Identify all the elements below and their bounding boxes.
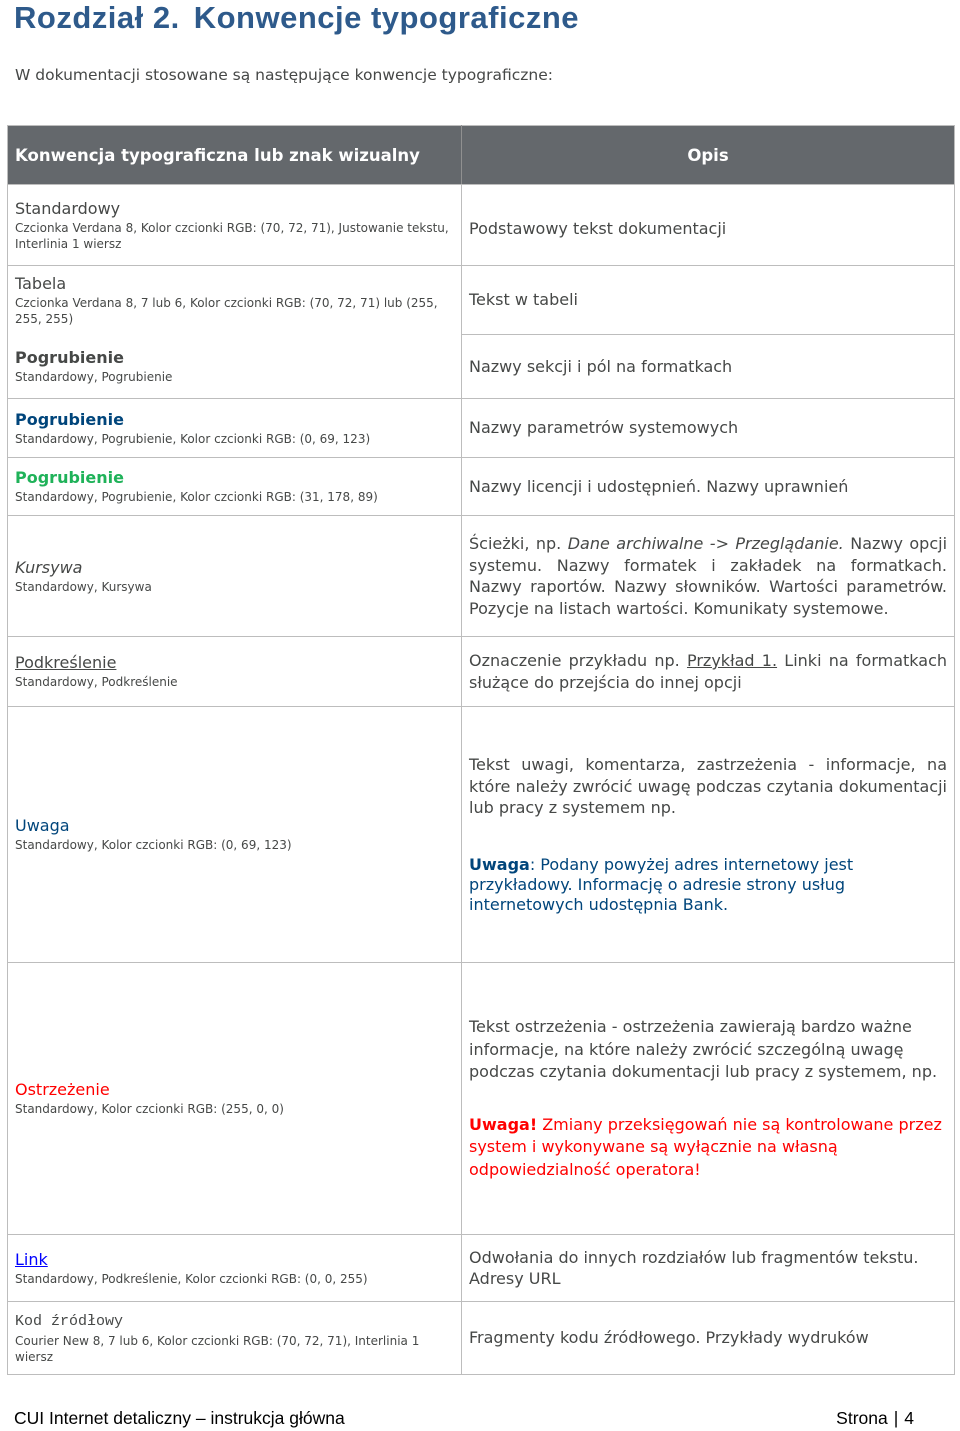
description-text: Nazwy licencji i udostępnień. Nazwy uprawnień xyxy=(469,476,849,496)
chapter-number: Rozdział 2. xyxy=(14,0,180,35)
convention-spec: Standardowy, Pogrubienie xyxy=(15,369,173,384)
convention-spec: Standardowy, Podkreślenie, Kolor czcionki RGB: (0, 0, 255) xyxy=(15,1271,368,1286)
convention-label: Standardowy xyxy=(15,198,121,218)
table-row xyxy=(8,399,955,458)
description-text: Tekst uwagi, komentarza, zastrzeżenia - informacje, na które należy zwrócić uwagę podczas czytania dokumentacji lub pracy z systemem np. xyxy=(469,755,947,818)
convention-label: Kursywa xyxy=(15,557,83,577)
description-cell xyxy=(462,185,955,266)
convention-cell xyxy=(8,516,462,637)
convention-cell xyxy=(8,399,462,458)
description-cell xyxy=(462,458,955,516)
convention-spec: Standardowy, Kolor czcionki RGB: (255, 0, 0) xyxy=(15,1102,284,1116)
example-prefix: Oznaczenie przykładu np. xyxy=(469,651,680,670)
description-cell xyxy=(462,335,955,399)
table-row xyxy=(8,1302,955,1375)
convention-cell xyxy=(8,185,462,266)
convention-spec: Standardowy, Kursywa xyxy=(15,579,152,594)
table-row xyxy=(8,335,955,399)
convention-label: Uwaga xyxy=(15,816,70,835)
table-header-row xyxy=(8,126,955,185)
convention-cell xyxy=(8,1235,462,1302)
example-underlined: Przykład 1. xyxy=(686,651,778,670)
description-text: Tekst ostrzeżenia - ostrzeżenia zawierają bardzo ważne informacje, na które należy zwrócić szczególną uwagę podczas czytania dokumentacji lub pracy z systemem, np. xyxy=(469,1017,938,1081)
footer-page-info xyxy=(836,1408,914,1429)
footer-page-number: 4 xyxy=(904,1408,914,1428)
convention-spec: Courier New 8, 7 lub 6, Kolor czcionki RGB: (70, 72, 71), Interlinia 1 wiersz xyxy=(15,1333,420,1364)
description-cell xyxy=(462,399,955,458)
convention-cell xyxy=(8,707,462,963)
table-row xyxy=(8,266,955,335)
table-row xyxy=(8,707,955,963)
description-cell xyxy=(462,266,955,335)
convention-spec: Standardowy, Pogrubienie, Kolor czcionki RGB: (0, 69, 123) xyxy=(15,431,371,446)
convention-cell xyxy=(8,963,462,1235)
convention-label: Kod źródłowy xyxy=(15,1312,124,1330)
convention-spec: Standardowy, Kolor czcionki RGB: (0, 69, 123) xyxy=(15,838,292,852)
description-text: Fragmenty kodu źródłowego. Przykłady wydruków xyxy=(469,1328,869,1348)
note-example-label: Uwaga xyxy=(469,854,530,874)
table-row xyxy=(8,1235,955,1302)
warning-example xyxy=(469,1114,947,1182)
convention-label: Ostrzeżenie xyxy=(15,1080,110,1099)
table-row xyxy=(8,963,955,1235)
conventions-table xyxy=(7,125,955,1375)
convention-label: Pogrubienie xyxy=(15,468,124,487)
convention-cell xyxy=(8,1302,462,1375)
note-example-text: : Podany powyżej adres internetowy jest przykładowy. Informację o adresie strony usług internetowych udostępnia Bank. xyxy=(469,854,854,914)
description-text: Nazwy parametrów systemowych xyxy=(469,418,739,438)
convention-spec: Czcionka Verdana 8, 7 lub 6, Kolor czcionki RGB: (70, 72, 71) lub (255, 255, 255) xyxy=(15,295,438,326)
underline-usage: Linki na formatkach służące do przejścia do innej opcji xyxy=(469,651,948,692)
chapter-title xyxy=(14,0,579,36)
description-text: Odwołania do innych rozdziałów lub fragmentów tekstu. Adresy URL xyxy=(469,1247,919,1288)
convention-cell xyxy=(8,637,462,707)
header-convention: Konwencja typograficzna lub znak wizualny xyxy=(8,126,462,185)
description-text: Tekst w tabeli xyxy=(469,290,578,310)
convention-label: Tabela xyxy=(15,273,67,293)
convention-cell xyxy=(8,266,462,335)
warning-example-text: Zmiany przeksięgowań nie są kontrolowane przez system i wykonywane są wyłącznie na własną odpowiedzialność operatora! xyxy=(469,1114,942,1179)
convention-spec: Standardowy, Pogrubienie, Kolor czcionki RGB: (31, 178, 89) xyxy=(15,490,378,504)
path-example: Dane archiwalne -> Przeglądanie. xyxy=(567,534,844,553)
convention-cell xyxy=(8,458,462,516)
convention-label: Pogrubienie xyxy=(15,347,124,367)
description-text xyxy=(469,650,947,693)
description-text xyxy=(469,533,947,619)
description-cell xyxy=(462,1235,955,1302)
convention-label: Podkreślenie xyxy=(15,653,117,672)
description-cell xyxy=(462,1302,955,1375)
convention-spec: Czcionka Verdana 8, Kolor czcionki RGB: (70, 72, 71), Justowanie tekstu, Interlinia 1 wiersz xyxy=(15,220,449,251)
warning-example-label: Uwaga! xyxy=(469,1114,538,1134)
link-example[interactable]: Link xyxy=(15,1249,48,1269)
description-text: Podstawowy tekst dokumentacji xyxy=(469,219,727,239)
convention-spec: Standardowy, Podkreślenie xyxy=(15,675,178,689)
footer-page-label: Strona xyxy=(836,1408,888,1428)
note-example xyxy=(469,855,947,915)
table-row xyxy=(8,185,955,266)
description-cell xyxy=(462,963,955,1235)
description-cell xyxy=(462,637,955,707)
convention-cell xyxy=(8,335,462,399)
footer-separator: | xyxy=(893,1408,899,1428)
description-text: Nazwy sekcji i pól na formatkach xyxy=(469,356,733,376)
path-example-prefix: Ścieżki, np. xyxy=(469,534,562,553)
table-row xyxy=(8,458,955,516)
chapter-name: Konwencje typograficzne xyxy=(193,0,579,35)
header-description: Opis xyxy=(462,126,955,185)
convention-label: Pogrubienie xyxy=(15,409,124,429)
table-row xyxy=(8,637,955,707)
italic-usage-list: Nazwy opcji systemu. Nazwy formatek i zakładek na formatkach. Nazwy raportów. Nazwy słowników. Wartości parametrów. Pozycje na listach wartości. Komunikaty systemowe. xyxy=(469,534,948,618)
table-row xyxy=(8,516,955,637)
description-cell xyxy=(462,516,955,637)
intro-text: W dokumentacji stosowane są następujące konwencje typograficzne: xyxy=(15,66,553,84)
footer-document-title: CUI Internet detaliczny – instrukcja główna xyxy=(14,1408,345,1428)
description-cell xyxy=(462,707,955,963)
